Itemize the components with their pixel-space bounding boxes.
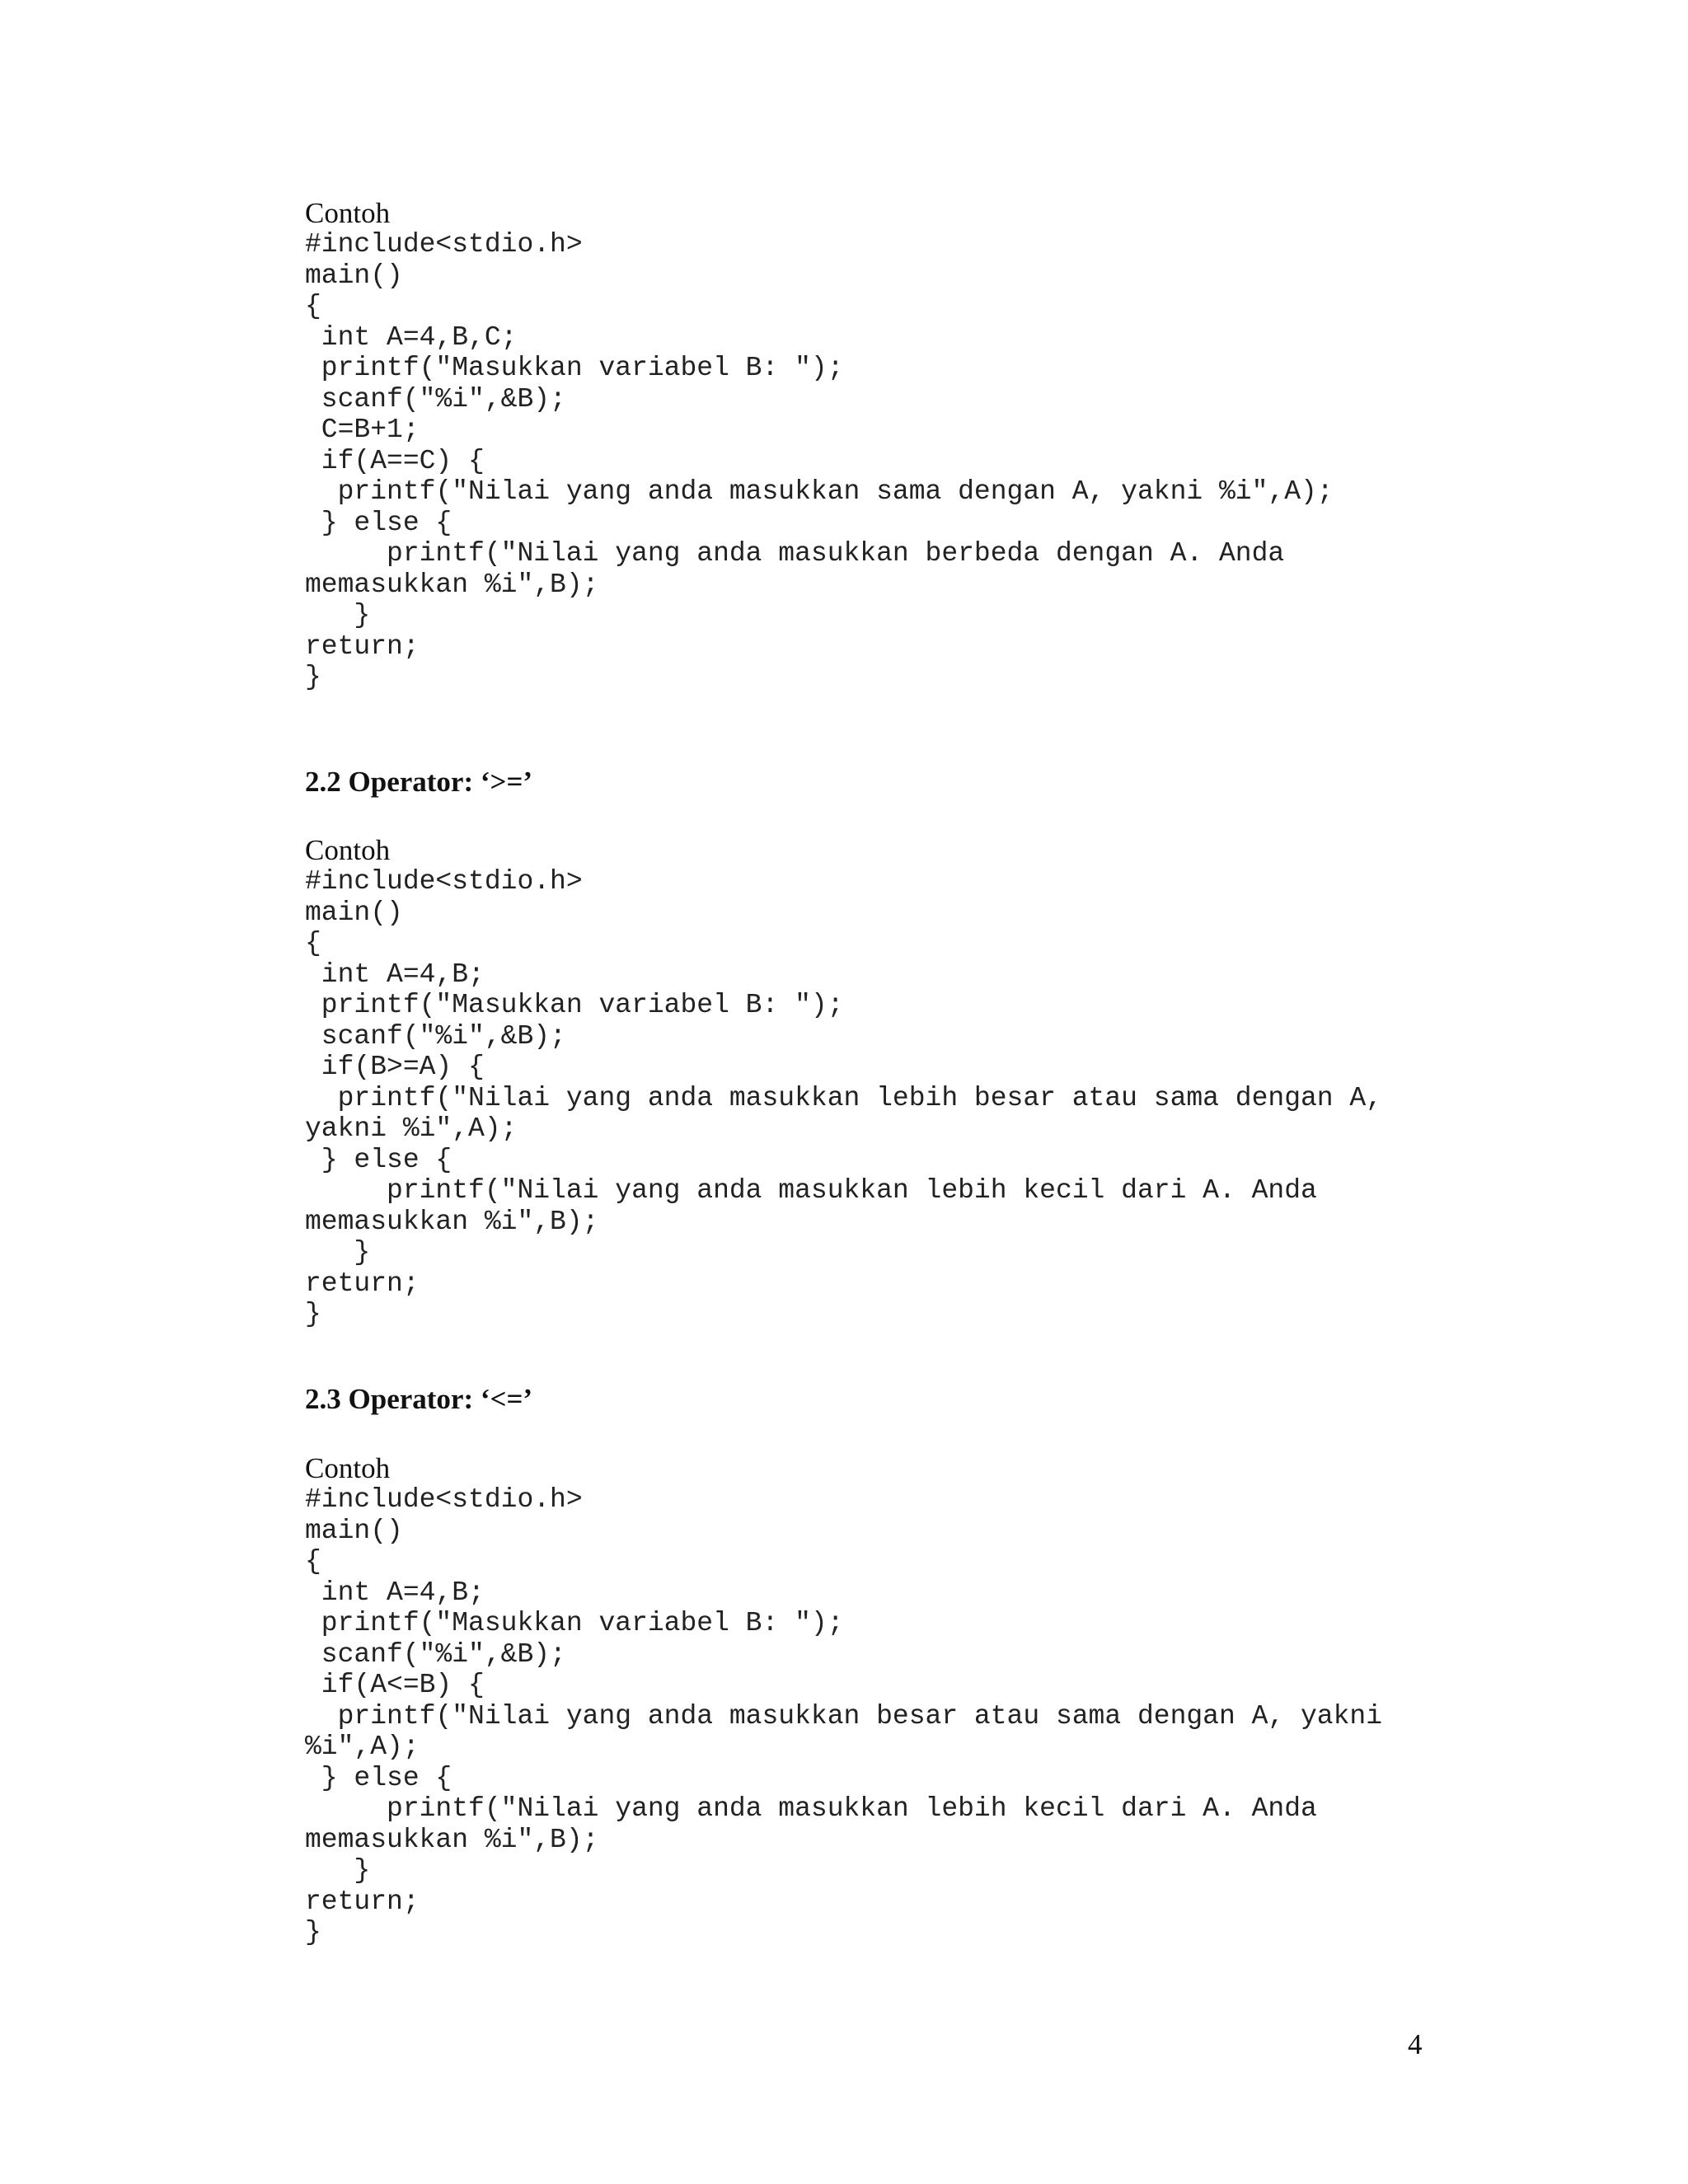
code-line: printf("Nilai yang anda masukkan sama dengan A, yakni %i",A); [305, 476, 1334, 507]
code-line: scanf("%i",&B); [305, 1638, 566, 1670]
code-line: printf("Masukkan variabel B: "); [305, 353, 844, 383]
code-line: memasukkan %i",B); [305, 569, 599, 600]
code-line: } [305, 1299, 321, 1329]
code-listing [305, 866, 1382, 1330]
page-number: 4 [1408, 2028, 1423, 2060]
code-line: printf("Nilai yang anda masukkan lebih besar atau sama dengan A, [305, 1082, 1383, 1113]
code-line: C=B+1; [305, 415, 420, 445]
code-line: #include<stdio.h> [305, 866, 583, 897]
code-line: } [305, 1237, 371, 1268]
code-line: } [305, 600, 371, 630]
code-line: } [305, 1855, 371, 1886]
code-line: if(A<=B) { [305, 1670, 485, 1700]
code-line: int A=4,B; [305, 1577, 485, 1608]
code-line: return; [305, 1268, 420, 1299]
code-line: int A=4,B,C; [305, 321, 518, 353]
code-line: scanf("%i",&B); [305, 1020, 566, 1052]
code-line: if(A==C) { [305, 445, 485, 476]
code-line: printf("Nilai yang anda masukkan besar atau sama dengan A, yakni [305, 1700, 1383, 1732]
code-line: { [305, 1546, 321, 1577]
code-line: scanf("%i",&B); [305, 383, 566, 415]
code-line: { [305, 928, 321, 958]
code-line: main() [305, 1515, 403, 1546]
code-line: printf("Masukkan variabel B: "); [305, 1608, 844, 1638]
code-line: { [305, 291, 321, 321]
code-line: } else { [305, 1762, 452, 1793]
code-line: #include<stdio.h> [305, 1484, 583, 1515]
code-line: } else { [305, 1144, 452, 1175]
code-line: } [305, 662, 321, 692]
section-heading: 2.3 Operator: ‘<=’ [305, 1383, 533, 1415]
code-line: printf("Masukkan variabel B: "); [305, 990, 844, 1020]
code-line: memasukkan %i",B); [305, 1206, 599, 1237]
example-block-1 [305, 198, 1334, 693]
code-line: #include<stdio.h> [305, 229, 583, 260]
code-listing [305, 229, 1334, 693]
code-line: return; [305, 630, 420, 662]
code-line: printf("Nilai yang anda masukkan berbeda dengan A. Anda [305, 538, 1285, 569]
code-line: %i",A); [305, 1732, 420, 1762]
example-label: Contoh [305, 197, 391, 229]
code-line: int A=4,B; [305, 958, 485, 990]
example-block-3 [305, 1453, 1382, 1948]
code-line: memasukkan %i",B); [305, 1824, 599, 1855]
section-2-3 [305, 1384, 532, 1415]
example-block-2 [305, 835, 1382, 1330]
code-listing [305, 1484, 1382, 1948]
code-line: printf("Nilai yang anda masukkan lebih kecil dari A. Anda [305, 1175, 1317, 1206]
code-line: printf("Nilai yang anda masukkan lebih kecil dari A. Anda [305, 1793, 1317, 1824]
code-line: main() [305, 260, 403, 291]
code-line: main() [305, 897, 403, 928]
example-label: Contoh [305, 834, 391, 866]
section-2-2 [305, 766, 532, 798]
code-line: return; [305, 1886, 420, 1917]
section-heading: 2.2 Operator: ‘>=’ [305, 766, 533, 798]
code-line: if(B>=A) { [305, 1052, 485, 1082]
code-line: } [305, 1917, 321, 1947]
code-line: } else { [305, 507, 452, 538]
code-line: yakni %i",A); [305, 1113, 518, 1144]
example-label: Contoh [305, 1452, 391, 1484]
